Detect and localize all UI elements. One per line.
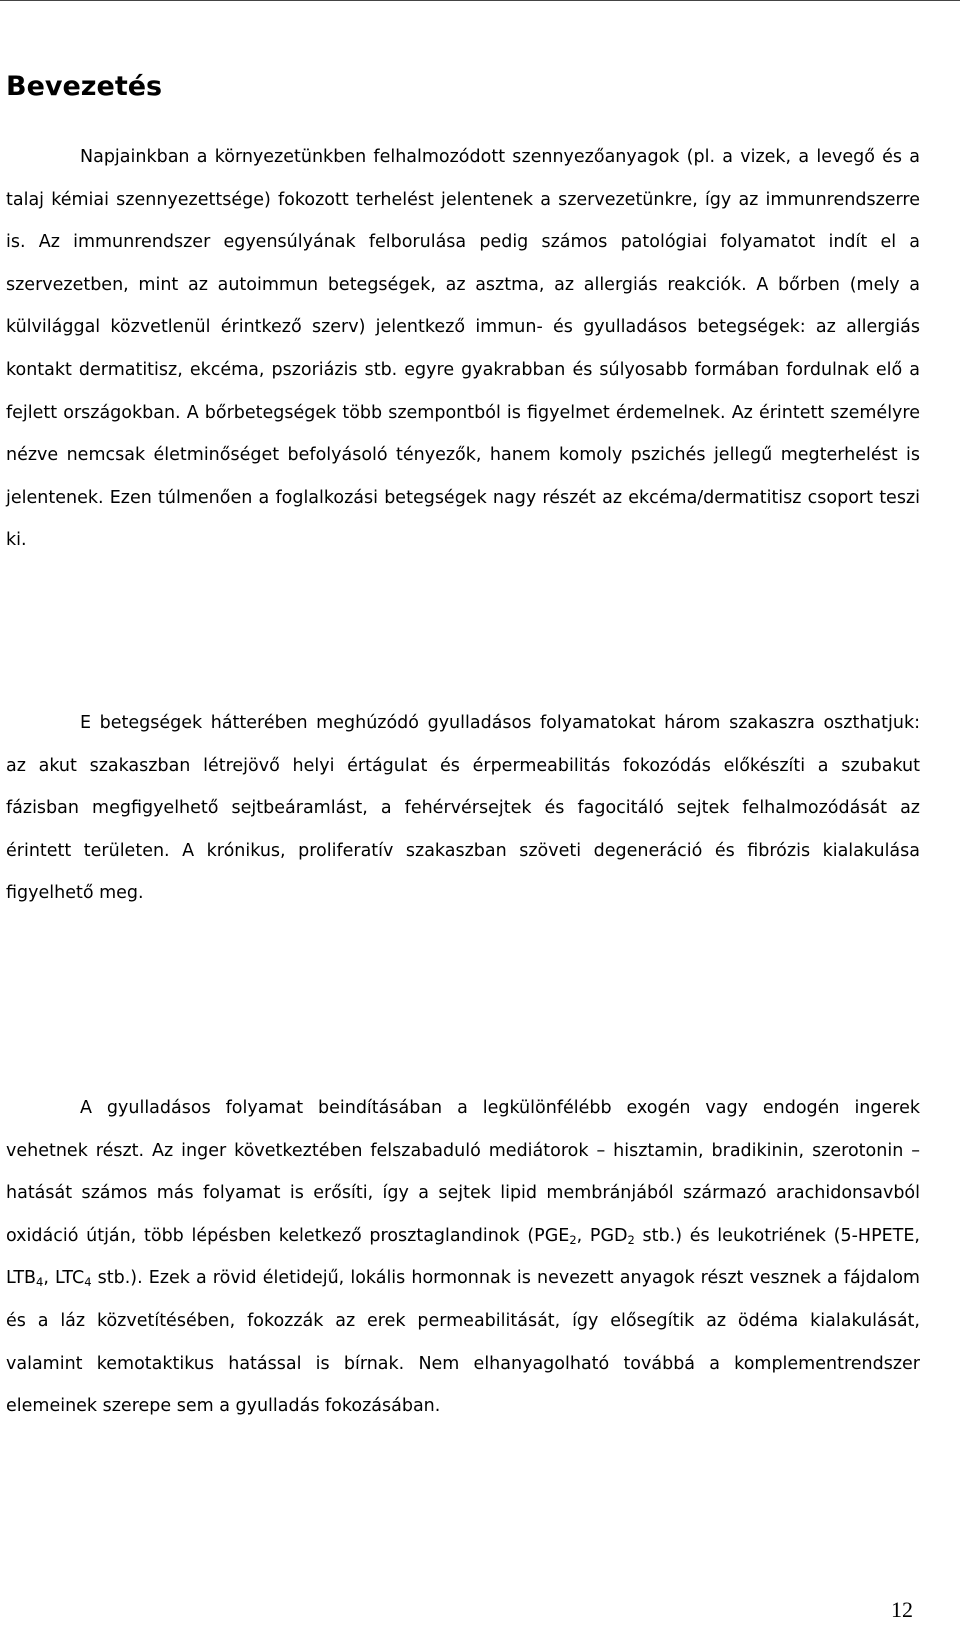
paragraph-2 [6, 702, 920, 915]
paragraph-1 [6, 136, 920, 562]
subscript: 2 [627, 1232, 635, 1247]
paragraph-2-text: E betegségek hátterében meghúzódó gyulladásos folyamatokat három szakaszra oszthatjuk: az akut szakaszban létrejövő helyi értágulat és érpermeabilitás fokozódás előkészíti a szubakut fázisban megfigyelhető sejtbeáramlást, a fehérvérsejtek és fagocitáló sejtek felhalmozódását az érintett területen. A krónikus, proliferatív szakaszban szöveti degeneráció és fibrózis kialakulása figyelhető meg. [6, 713, 920, 904]
page-title: Bevezetés [6, 71, 163, 102]
page-number: 12 [891, 1597, 913, 1622]
paragraph-1-text: Napjainkban a környezetünkben felhalmozódott szennyezőanyagok (pl. a vizek, a levegő és a talaj kémiai szennyezettsége) fokozott terhelést jelentenek a szervezetünkre, így az immunrendszerre is. Az immunrendszer egyensúlyának felborulása pedig számos patológiai folyamatot indít el a szervezetben, mint az autoimmun betegségek, az asztma, az allergiás reakciók. A bőrben (mely a külvilággal közvetlenül érintkező szerv) jelentkező immun- és gyulladásos betegségek: az allergiás kontakt dermatitisz, ekcéma, pszoriázis stb. egyre gyakrabban és súlyosabb formában fordulnak elő a fejlett országokban. A bőrbetegségek több szempontból is figyelmet érdemelnek. Az érintett személyre nézve nemcsak életminőséget befolyásoló tényezők, hanem komoly pszichés jellegű megterhelést is jelentenek. Ezen túlmenően a foglalkozási betegségek nagy részét az ekcéma/dermatitisz csoport teszi ki. [6, 147, 920, 551]
text-segment: stb.) és leukotriének (5-HPETE, LTB [6, 1225, 920, 1289]
paragraph-3-text [6, 1087, 920, 1428]
text-segment: A gyulladásos folyamat beindításában a legkülönfélébb exogén vagy endogén ingerek vehetnek részt. Az inger következtében felszabaduló mediátorok – hisztamin, bradikinin, szerotonin – hatását számos más folyamat is erősíti, így a sejtek lipid membránjából származó arachidonsavból oxidáció útján, több lépésben keletkező prosztaglandinok (PGE [6, 1098, 920, 1246]
top-border-line [0, 0, 960, 1]
text-segment: , PGD [576, 1225, 628, 1246]
paragraph-3 [6, 1087, 920, 1428]
text-segment: stb.). Ezek a rövid életidejű, lokális hormonnak is nevezett anyagok részt vesznek a fájdalom és a láz közvetítésében, fokozzák az erek permeabilitását, így elősegítik az ödéma kialakulását, valamint kemotaktikus hatással is bírnak. Nem elhanyagolható továbbá a komplementrendszer elemeinek szerepe sem a gyulladás fokozásában. [6, 1268, 920, 1417]
subscript: 2 [569, 1232, 577, 1247]
subscript: 4 [36, 1275, 44, 1290]
text-segment: , LTC [43, 1268, 85, 1289]
subscript: 4 [84, 1275, 92, 1290]
